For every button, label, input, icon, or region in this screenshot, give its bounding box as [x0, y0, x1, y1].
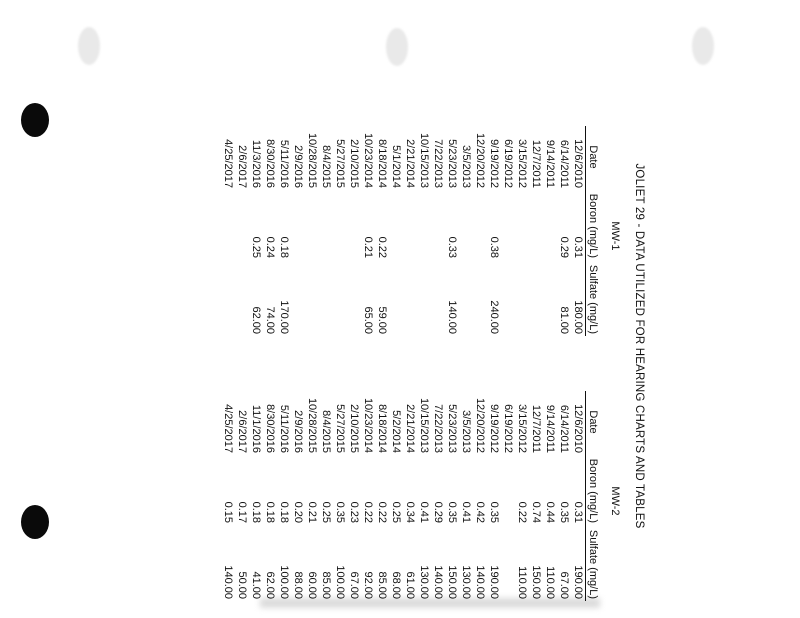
cell-boron: [459, 188, 473, 258]
cell-boron: [403, 188, 417, 258]
punch-hole-bottom: [21, 505, 49, 539]
table-row: [501, 391, 515, 601]
cell-date: 5/23/2013: [446, 139, 458, 188]
table-row: [249, 391, 263, 601]
table-row: [221, 391, 235, 601]
cell-sulfate: 130.00: [460, 565, 472, 599]
cell-boron: 0.29: [558, 236, 570, 258]
cell-date: 9/19/2012: [488, 139, 500, 188]
table-row: [305, 391, 319, 601]
cell-date: 10/15/2013: [418, 397, 430, 453]
table-row: [263, 126, 277, 336]
cell-sulfate: 110.00: [544, 566, 556, 599]
column-header-date: Date: [587, 410, 599, 434]
cell-sulfate: 67.00: [558, 571, 570, 599]
bleed-through-hole-right: [692, 27, 714, 65]
cell-date: 9/19/2012: [488, 404, 500, 453]
cell-date: 12/6/2010: [572, 404, 584, 453]
table-row: [529, 126, 543, 336]
table-row: [319, 391, 333, 601]
cell-sulfate: 92.00: [362, 571, 374, 599]
table-row: [375, 126, 389, 336]
cell-boron: 0.18: [278, 501, 290, 523]
cell-date: 7/22/2013: [432, 139, 444, 188]
cell-sulfate: 59.00: [376, 306, 388, 334]
cell-boron: 0.25: [250, 236, 262, 258]
table-row: [417, 391, 431, 601]
cell-sulfate: [403, 258, 417, 334]
table-row: [235, 391, 249, 601]
cell-date: 10/28/2015: [306, 132, 318, 188]
cell-boron: [389, 188, 403, 258]
cell-boron: 0.18: [278, 236, 290, 258]
document-title: JOLIET 29 - DATA UTILIZED FOR HEARING CHARTS AND TABLES: [633, 163, 645, 529]
cell-date: 5/27/2015: [334, 139, 346, 188]
cell-sulfate: 88.00: [292, 571, 304, 599]
cell-boron: 0.25: [390, 501, 402, 523]
cell-sulfate: 140.00: [446, 300, 458, 334]
cell-sulfate: 62.00: [250, 306, 262, 334]
punch-hole-top: [21, 103, 49, 137]
cell-boron: 0.18: [264, 501, 276, 523]
cell-sulfate: [291, 258, 305, 334]
cell-sulfate: [473, 258, 487, 334]
cell-sulfate: [305, 258, 319, 334]
cell-sulfate: [543, 258, 557, 334]
cell-date: 5/11/2016: [278, 404, 290, 453]
cell-boron: 0.18: [250, 501, 262, 523]
cell-boron: [529, 188, 543, 258]
cell-date: 10/15/2013: [418, 132, 430, 188]
cell-sulfate: [501, 258, 515, 334]
cell-sulfate: 68.00: [390, 571, 402, 599]
cell-date: 10/23/2014: [362, 132, 374, 188]
cell-boron: [515, 188, 529, 258]
cell-boron: 0.35: [446, 501, 458, 523]
column-header-sulfate: Sulfate (mg/L): [587, 264, 599, 334]
cell-boron: 0.41: [418, 501, 430, 523]
mw2-table: [221, 391, 605, 601]
table-row: [361, 391, 375, 601]
cell-date: 12/20/2012: [474, 132, 486, 188]
cell-date: 4/25/2017: [222, 139, 234, 188]
table-row: [403, 126, 417, 336]
cell-sulfate: 74.00: [264, 306, 276, 334]
table-row: [487, 391, 501, 601]
cell-sulfate: 190.00: [572, 565, 584, 599]
mw2-rows: [221, 391, 585, 601]
cell-date: 8/18/2014: [376, 404, 388, 453]
table-row: [389, 126, 403, 336]
cell-boron: 0.74: [530, 501, 542, 523]
cell-boron: 0.31: [572, 501, 584, 523]
table-row: [305, 126, 319, 336]
table-row: [263, 391, 277, 601]
cell-boron: 0.22: [516, 501, 528, 523]
cell-boron: [431, 188, 445, 258]
cell-sulfate: 140.00: [474, 565, 486, 599]
cell-sulfate: [389, 258, 403, 334]
cell-date: 12/7/2011: [530, 404, 542, 453]
cell-sulfate: [431, 258, 445, 334]
cell-boron: 0.17: [236, 501, 248, 523]
table-row: [529, 391, 543, 601]
cell-sulfate: 65.00: [362, 306, 374, 334]
cell-date: 2/10/2015: [348, 404, 360, 453]
cell-sulfate: 140.00: [222, 565, 234, 599]
table-row: [361, 126, 375, 336]
table-row: [557, 391, 571, 601]
column-header-sulfate: Sulfate (mg/L): [587, 529, 599, 599]
table-row: [221, 126, 235, 336]
cell-date: 6/19/2012: [502, 139, 514, 188]
table-row: [417, 126, 431, 336]
cell-date: 11/1/2016: [250, 404, 262, 453]
mw2-header-row: [585, 391, 605, 601]
cell-date: 6/14/2011: [558, 404, 570, 453]
cell-sulfate: 85.00: [320, 571, 332, 599]
cell-sulfate: [333, 258, 347, 334]
table-row: [487, 126, 501, 336]
cell-date: 5/2/2014: [390, 410, 402, 453]
table-row: [445, 391, 459, 601]
cell-sulfate: 67.00: [348, 571, 360, 599]
cell-date: 7/22/2013: [432, 404, 444, 453]
table-row: [277, 126, 291, 336]
cell-sulfate: 61.00: [404, 571, 416, 599]
cell-sulfate: 110.00: [516, 566, 528, 599]
cell-date: 2/9/2016: [292, 410, 304, 453]
cell-date: 2/10/2015: [348, 139, 360, 188]
cell-sulfate: 170.00: [278, 300, 290, 334]
table-row: [333, 126, 347, 336]
table-row: [473, 391, 487, 601]
cell-sulfate: 180.00: [572, 300, 584, 334]
cell-date: 8/30/2016: [264, 404, 276, 453]
cell-boron: [417, 188, 431, 258]
cell-sulfate: 100.00: [334, 565, 346, 599]
cell-sulfate: 130.00: [418, 565, 430, 599]
table-row: [459, 126, 473, 336]
cell-boron: 0.21: [306, 501, 318, 523]
well-label-mw1: MW-1: [609, 221, 621, 251]
table-row: [445, 126, 459, 336]
cell-date: 8/30/2016: [264, 139, 276, 188]
table-row: [515, 391, 529, 601]
cell-boron: [221, 188, 235, 258]
cell-sulfate: [319, 258, 333, 334]
cell-sulfate: 150.00: [446, 565, 458, 599]
cell-boron: 0.35: [488, 501, 500, 523]
cell-boron: [501, 453, 515, 523]
table-row: [389, 391, 403, 601]
cell-date: 2/9/2016: [292, 145, 304, 188]
table-row: [347, 391, 361, 601]
table-row: [473, 126, 487, 336]
cell-sulfate: [221, 258, 235, 334]
cell-date: 3/5/2013: [460, 145, 472, 188]
table-row: [403, 391, 417, 601]
cell-boron: [333, 188, 347, 258]
cell-date: 10/23/2014: [362, 397, 374, 453]
well-label-mw2: MW-2: [609, 486, 621, 516]
cell-date: 6/14/2011: [558, 139, 570, 188]
cell-boron: 0.33: [446, 236, 458, 258]
table-row: [249, 126, 263, 336]
cell-boron: 0.34: [404, 501, 416, 523]
cell-date: 5/27/2015: [334, 404, 346, 453]
table-row: [347, 126, 361, 336]
cell-boron: [235, 188, 249, 258]
cell-sulfate: [529, 258, 543, 334]
bleed-through-hole-middle: [386, 28, 408, 66]
cell-date: 3/5/2013: [460, 410, 472, 453]
cell-sulfate: [347, 258, 361, 334]
table-row: [571, 391, 585, 601]
column-header-boron: Boron (mg/L): [587, 193, 599, 258]
cell-sulfate: [459, 258, 473, 334]
cell-boron: 0.35: [558, 501, 570, 523]
table-row: [515, 126, 529, 336]
cell-date: 5/1/2014: [390, 145, 402, 188]
mw1-rows: [221, 126, 585, 336]
cell-sulfate: [501, 523, 515, 599]
cell-sulfate: 41.00: [250, 571, 262, 599]
column-header-date: Date: [587, 145, 599, 169]
cell-date: 10/28/2015: [306, 397, 318, 453]
cell-sulfate: [417, 258, 431, 334]
cell-date: 12/7/2011: [530, 139, 542, 188]
cell-sulfate: 240.00: [488, 300, 500, 334]
cell-boron: [501, 188, 515, 258]
cell-boron: 0.21: [362, 236, 374, 258]
cell-sulfate: 60.00: [306, 571, 318, 599]
cell-boron: [347, 188, 361, 258]
table-row: [571, 126, 585, 336]
cell-boron: 0.42: [474, 501, 486, 523]
cell-boron: 0.35: [334, 501, 346, 523]
cell-boron: 0.25: [320, 501, 332, 523]
table-row: [543, 126, 557, 336]
cell-sulfate: 150.00: [530, 565, 542, 599]
cell-boron: [319, 188, 333, 258]
cell-boron: 0.38: [488, 236, 500, 258]
cell-date: 9/14/2011: [544, 139, 556, 188]
cell-sulfate: 85.00: [376, 571, 388, 599]
mw1-table: [221, 126, 605, 336]
cell-date: 9/14/2011: [544, 404, 556, 453]
cell-boron: 0.41: [460, 501, 472, 523]
cell-sulfate: 140.00: [432, 565, 444, 599]
cell-date: 12/6/2010: [572, 139, 584, 188]
cell-sulfate: 62.00: [264, 571, 276, 599]
cell-boron: 0.31: [572, 236, 584, 258]
cell-date: 2/21/2014: [404, 139, 416, 188]
cell-sulfate: 100.00: [278, 565, 290, 599]
table-row: [235, 126, 249, 336]
cell-date: 6/19/2012: [502, 404, 514, 453]
cell-sulfate: [235, 258, 249, 334]
cell-date: 2/6/2017: [236, 145, 248, 188]
cell-date: 12/20/2012: [474, 397, 486, 453]
cell-date: 5/23/2013: [446, 404, 458, 453]
cell-boron: 0.22: [362, 501, 374, 523]
table-row: [557, 126, 571, 336]
table-row: [431, 126, 445, 336]
cell-date: 2/21/2014: [404, 404, 416, 453]
cell-boron: 0.22: [376, 236, 388, 258]
table-row: [543, 391, 557, 601]
table-row: [431, 391, 445, 601]
cell-boron: [291, 188, 305, 258]
table-row: [277, 391, 291, 601]
table-row: [291, 126, 305, 336]
cell-boron: 0.15: [222, 501, 234, 523]
cell-boron: [543, 188, 557, 258]
mw1-header-row: [585, 126, 605, 336]
cell-sulfate: 190.00: [488, 565, 500, 599]
cell-date: 8/18/2014: [376, 139, 388, 188]
table-row: [459, 391, 473, 601]
cell-boron: 0.22: [376, 501, 388, 523]
cell-boron: 0.23: [348, 501, 360, 523]
cell-boron: 0.44: [544, 501, 556, 523]
table-row: [333, 391, 347, 601]
cell-boron: 0.24: [264, 236, 276, 258]
table-row: [291, 391, 305, 601]
cell-date: 2/6/2017: [236, 410, 248, 453]
bleed-through-hole-left: [78, 27, 100, 65]
cell-sulfate: 81.00: [558, 306, 570, 334]
cell-date: 3/15/2012: [516, 139, 528, 188]
cell-date: 4/25/2017: [222, 404, 234, 453]
cell-sulfate: [515, 258, 529, 334]
cell-date: 8/4/2015: [320, 410, 332, 453]
cell-date: 11/3/2016: [250, 139, 262, 188]
cell-date: 3/15/2012: [516, 404, 528, 453]
table-row: [319, 126, 333, 336]
cell-boron: 0.20: [292, 501, 304, 523]
data-sheet: [113, 126, 645, 599]
cell-boron: [473, 188, 487, 258]
cell-date: 5/11/2016: [278, 139, 290, 188]
cell-sulfate: 50.00: [236, 571, 248, 599]
column-header-boron: Boron (mg/L): [587, 458, 599, 523]
table-row: [375, 391, 389, 601]
cell-date: 8/4/2015: [320, 145, 332, 188]
cell-boron: 0.29: [432, 501, 444, 523]
cell-boron: [305, 188, 319, 258]
table-row: [501, 126, 515, 336]
